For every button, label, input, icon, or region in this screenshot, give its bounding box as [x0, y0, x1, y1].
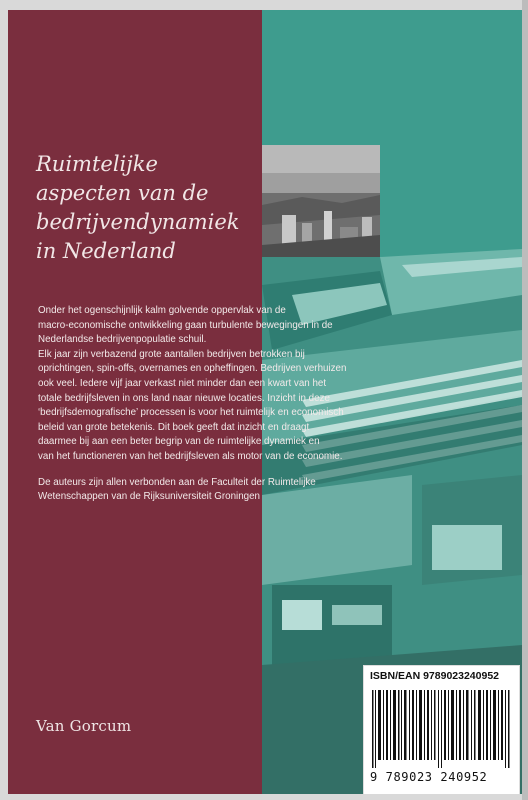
- isbn-label: ISBN/EAN 9789023240952: [370, 670, 500, 682]
- text-line: Wetenschappen van de Rijksuniversiteit Groningen: [38, 491, 261, 503]
- blurb-paragraph-1: [38, 304, 380, 348]
- blurb-paragraph-3: [38, 476, 380, 505]
- text-line: oprichtingen, spin-offs, overnames en opheffingen. Bedrijven verhuizen: [38, 363, 347, 375]
- page-edge: [522, 0, 528, 800]
- title-line: bedrijvendynamiek: [36, 210, 240, 234]
- book-title: [36, 150, 266, 266]
- text-line: van het functioneren van het bedrijfsleven als motor van de economie.: [38, 450, 343, 462]
- text-line: beleid van grote betekenis. Dit boek geeft dat inzicht en draagt: [38, 421, 310, 433]
- text-line: totale bedrijfsleven in ons land naar nieuwe locaties. Inzicht in deze: [38, 392, 330, 404]
- text-line: macro-economische ontwikkeling gaan turbulente bewegingen in de: [38, 319, 333, 331]
- text-line: De auteurs zijn allen verbonden aan de Faculteit der Ruimtelijke: [38, 476, 316, 488]
- text-line: Nederlandse bedrijvenpopulatie schuil.: [38, 334, 207, 346]
- book-back-cover: [8, 10, 522, 794]
- isbn-digits: 9 789023 240952: [370, 770, 488, 784]
- title-line: in Nederland: [36, 239, 176, 263]
- title-line: aspecten van de: [36, 181, 209, 205]
- teal-panel: [262, 10, 522, 145]
- publisher-logo: Van Gorcum: [36, 717, 132, 735]
- text-line: Onder het ogenschijnlijk kalm golvende oppervlak van de: [38, 305, 286, 316]
- text-line: daarmee bij aan een beter begrip van de ruimtelijke dynamiek en: [38, 436, 320, 448]
- text-line: ‘bedrijfsdemografische’ processen is voor het ruimtelijk en economisch: [38, 407, 344, 419]
- title-line: Ruimtelijke: [36, 152, 158, 176]
- blurb-paragraph-2: [38, 348, 380, 465]
- barcode-sticker: [363, 665, 520, 794]
- text-line: Elk jaar zijn verbazend grote aantallen bedrijven betrokken bij: [38, 348, 305, 360]
- blurb: [38, 304, 380, 505]
- barcode-bars: [370, 690, 513, 768]
- text-line: ook veel. Iedere vijf jaar verkast niet minder dan een kwart van het: [38, 377, 327, 389]
